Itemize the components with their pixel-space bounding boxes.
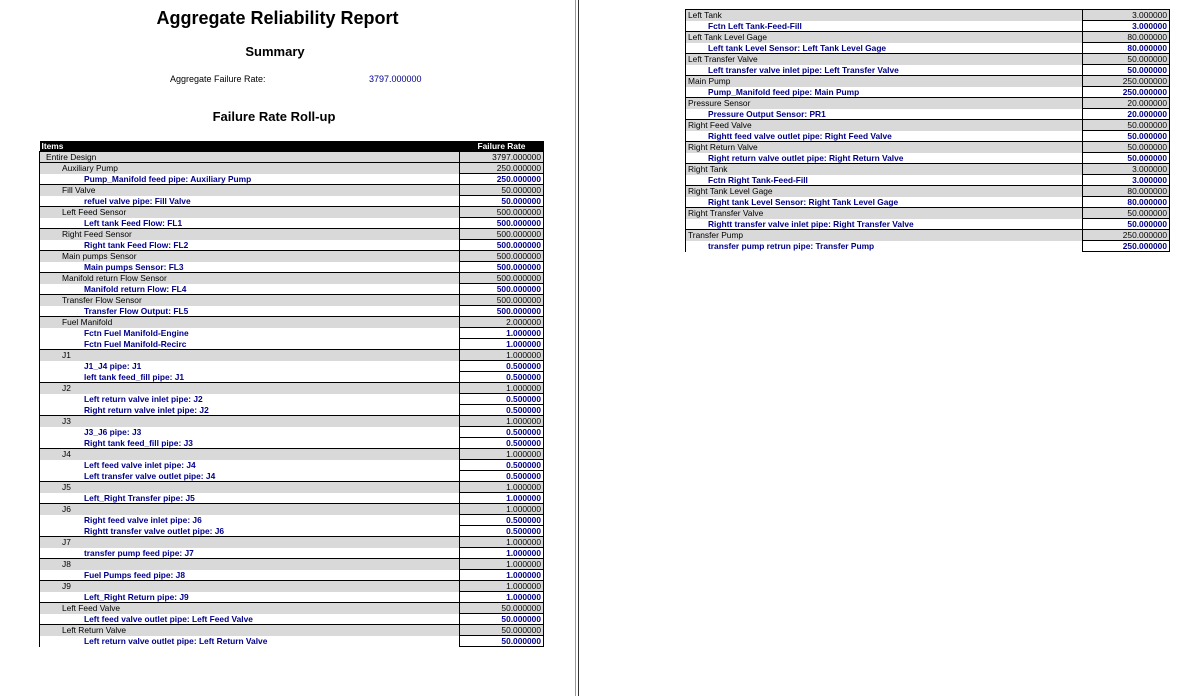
failure-rate-value: 0.500000 — [460, 372, 544, 383]
table-row — [40, 251, 544, 262]
item-name: Right feed valve inlet pipe: J6 — [40, 515, 460, 526]
item-name: Left transfer valve inlet pipe: Left Transfer Valve — [686, 65, 1083, 76]
failure-rate-table — [39, 141, 544, 647]
table-row — [40, 284, 544, 295]
table-row — [40, 581, 544, 592]
failure-rate-value: 80.000000 — [1083, 186, 1170, 197]
failure-rate-value: 80.000000 — [1083, 32, 1170, 43]
aggregate-failure-rate-label: Aggregate Failure Rate: — [170, 74, 266, 84]
table-row — [40, 405, 544, 416]
failure-rate-value: 250.000000 — [460, 174, 544, 185]
failure-rate-value: 3.000000 — [1083, 175, 1170, 186]
failure-rate-value: 50.000000 — [460, 625, 544, 636]
item-name: Transfer Flow Sensor — [40, 295, 460, 306]
table-row — [40, 394, 544, 405]
item-name: Fctn Left Tank-Feed-Fill — [686, 21, 1083, 32]
failure-rate-value: 50.000000 — [1083, 219, 1170, 230]
table-row — [40, 317, 544, 328]
failure-rate-value: 500.000000 — [460, 284, 544, 295]
failure-rate-value: 500.000000 — [460, 306, 544, 317]
table-row — [40, 163, 544, 174]
item-name: J3_J6 pipe: J3 — [40, 427, 460, 438]
item-name: Main pumps Sensor — [40, 251, 460, 262]
failure-rate-value: 50.000000 — [460, 636, 544, 647]
table-row — [686, 153, 1170, 164]
item-name: J6 — [40, 504, 460, 515]
failure-rate-table-continued — [685, 9, 1170, 252]
item-name: J5 — [40, 482, 460, 493]
failure-rate-value: 1.000000 — [460, 570, 544, 581]
table-row — [40, 383, 544, 394]
item-name: Fctn Right Tank-Feed-Fill — [686, 175, 1083, 186]
failure-rate-value: 0.500000 — [460, 526, 544, 537]
table-row — [686, 98, 1170, 109]
failure-rate-value: 3.000000 — [1083, 21, 1170, 32]
failure-rate-value: 80.000000 — [1083, 197, 1170, 208]
table-row — [40, 218, 544, 229]
failure-rate-value: 1.000000 — [460, 350, 544, 361]
item-name: Right Transfer Valve — [686, 208, 1083, 219]
item-name: Left tank Level Sensor: Left Tank Level Gage — [686, 43, 1083, 54]
item-name: Entire Design — [40, 152, 460, 163]
failure-rate-value: 500.000000 — [460, 273, 544, 284]
table-row — [40, 438, 544, 449]
failure-rate-value: 0.500000 — [460, 394, 544, 405]
failure-rate-table-continued-body — [686, 10, 1170, 252]
failure-rate-value: 1.000000 — [460, 449, 544, 460]
item-name: Right Return Valve — [686, 142, 1083, 153]
item-name: Left transfer valve outlet pipe: J4 — [40, 471, 460, 482]
failure-rate-value: 500.000000 — [460, 251, 544, 262]
failure-rate-value: 250.000000 — [1083, 241, 1170, 252]
table-row — [686, 208, 1170, 219]
item-name: Fuel Pumps feed pipe: J8 — [40, 570, 460, 581]
item-name: Manifold return Flow: FL4 — [40, 284, 460, 295]
item-name: Right Feed Sensor — [40, 229, 460, 240]
item-name: Fctn Fuel Manifold-Recirc — [40, 339, 460, 350]
table-row — [40, 493, 544, 504]
item-name: J7 — [40, 537, 460, 548]
table-row — [686, 175, 1170, 186]
table-row — [40, 185, 544, 196]
table-header-row — [40, 141, 544, 152]
table-row — [40, 350, 544, 361]
page-divider — [575, 0, 579, 696]
table-row — [686, 164, 1170, 175]
failure-rate-value: 50.000000 — [460, 196, 544, 207]
item-name: Left Return Valve — [40, 625, 460, 636]
table-row — [40, 427, 544, 438]
table-row — [40, 328, 544, 339]
item-name: transfer pump feed pipe: J7 — [40, 548, 460, 559]
table-row — [40, 372, 544, 383]
table-row — [40, 559, 544, 570]
table-row — [40, 636, 544, 647]
rollup-heading: Failure Rate Roll-up — [212, 109, 336, 124]
table-row — [686, 197, 1170, 208]
failure-rate-value: 0.500000 — [460, 427, 544, 438]
table-row — [40, 339, 544, 350]
item-name: Left Transfer Valve — [686, 54, 1083, 65]
item-name: left tank feed_fill pipe: J1 — [40, 372, 460, 383]
item-name: Right tank Feed Flow: FL2 — [40, 240, 460, 251]
failure-rate-value: 1.000000 — [460, 482, 544, 493]
failure-rate-value: 0.500000 — [460, 405, 544, 416]
failure-rate-value: 250.000000 — [460, 163, 544, 174]
failure-rate-value: 0.500000 — [460, 471, 544, 482]
failure-rate-table-body — [40, 152, 544, 647]
failure-rate-value: 250.000000 — [1083, 76, 1170, 87]
failure-rate-value: 50.000000 — [460, 185, 544, 196]
table-row — [686, 65, 1170, 76]
table-row — [686, 21, 1170, 32]
failure-rate-value: 0.500000 — [460, 361, 544, 372]
table-row — [40, 548, 544, 559]
failure-rate-value: 50.000000 — [1083, 153, 1170, 164]
table-row — [40, 449, 544, 460]
failure-rate-value: 3797.000000 — [460, 152, 544, 163]
failure-rate-value: 1.000000 — [460, 416, 544, 427]
item-name: Main pumps Sensor: FL3 — [40, 262, 460, 273]
failure-rate-value: 0.500000 — [460, 460, 544, 471]
report-title: Aggregate Reliability Report — [156, 8, 399, 28]
item-name: Left Tank — [686, 10, 1083, 21]
failure-rate-value: 250.000000 — [1083, 230, 1170, 241]
item-name: refuel valve pipe: Fill Valve — [40, 196, 460, 207]
failure-rate-value: 50.000000 — [1083, 208, 1170, 219]
failure-rate-value: 500.000000 — [460, 218, 544, 229]
item-name: J4 — [40, 449, 460, 460]
failure-rate-value: 50.000000 — [1083, 54, 1170, 65]
item-name: Right tank Level Sensor: Right Tank Level Gage — [686, 197, 1083, 208]
item-name: J8 — [40, 559, 460, 570]
table-row — [40, 537, 544, 548]
item-name: Left return valve outlet pipe: Left Return Valve — [40, 636, 460, 647]
item-name: Fctn Fuel Manifold-Engine — [40, 328, 460, 339]
table-row — [40, 471, 544, 482]
failure-rate-value: 50.000000 — [460, 603, 544, 614]
failure-rate-value: 50.000000 — [460, 614, 544, 625]
failure-rate-value: 50.000000 — [1083, 65, 1170, 76]
table-row — [686, 76, 1170, 87]
table-row — [40, 306, 544, 317]
item-name: J9 — [40, 581, 460, 592]
item-name: Rightt feed valve outlet pipe: Right Feed Valve — [686, 131, 1083, 142]
item-name: Left tank Feed Flow: FL1 — [40, 218, 460, 229]
failure-rate-value: 1.000000 — [460, 559, 544, 570]
table-row — [40, 273, 544, 284]
failure-rate-value: 0.500000 — [460, 515, 544, 526]
failure-rate-value: 20.000000 — [1083, 109, 1170, 120]
item-name: Transfer Pump — [686, 230, 1083, 241]
table-row — [40, 515, 544, 526]
failure-rate-value: 500.000000 — [460, 229, 544, 240]
failure-rate-value: 1.000000 — [460, 328, 544, 339]
failure-rate-value: 500.000000 — [460, 295, 544, 306]
table-row — [40, 295, 544, 306]
item-name: Left return valve inlet pipe: J2 — [40, 394, 460, 405]
item-name: Manifold return Flow Sensor — [40, 273, 460, 284]
failure-rate-value: 2.000000 — [460, 317, 544, 328]
table-row — [686, 43, 1170, 54]
table-row — [40, 240, 544, 251]
item-name: Fuel Manifold — [40, 317, 460, 328]
table-row — [40, 207, 544, 218]
item-name: Right return valve inlet pipe: J2 — [40, 405, 460, 416]
table-row — [686, 241, 1170, 252]
table-row — [686, 87, 1170, 98]
item-name: transfer pump retrun pipe: Transfer Pump — [686, 241, 1083, 252]
item-name: Left_Right Transfer pipe: J5 — [40, 493, 460, 504]
failure-rate-value: 250.000000 — [1083, 87, 1170, 98]
item-name: Left feed valve inlet pipe: J4 — [40, 460, 460, 471]
item-name: Pump_Manifold feed pipe: Main Pump — [686, 87, 1083, 98]
failure-rate-value: 1.000000 — [460, 592, 544, 603]
failure-rate-value: 1.000000 — [460, 339, 544, 350]
item-name: Left feed valve outlet pipe: Left Feed Valve — [40, 614, 460, 625]
failure-rate-value: 3.000000 — [1083, 164, 1170, 175]
item-name: J2 — [40, 383, 460, 394]
items-column-header: Items — [40, 141, 460, 152]
item-name: Fill Valve — [40, 185, 460, 196]
table-row — [40, 416, 544, 427]
table-row — [40, 482, 544, 493]
failure-rate-value: 500.000000 — [460, 240, 544, 251]
table-row — [40, 625, 544, 636]
table-row — [40, 614, 544, 625]
item-name: Transfer Flow Output: FL5 — [40, 306, 460, 317]
table-row — [686, 186, 1170, 197]
failure-rate-value: 20.000000 — [1083, 98, 1170, 109]
item-name: Right Tank Level Gage — [686, 186, 1083, 197]
table-row — [686, 131, 1170, 142]
table-row — [40, 196, 544, 207]
item-name: Left Tank Level Gage — [686, 32, 1083, 43]
item-name: Left Feed Sensor — [40, 207, 460, 218]
item-name: Pressure Output Sensor: PR1 — [686, 109, 1083, 120]
failure-rate-value: 500.000000 — [460, 207, 544, 218]
failure-rate-value: 1.000000 — [460, 581, 544, 592]
failure-rate-value: 50.000000 — [1083, 131, 1170, 142]
item-name: Rightt transfer valve outlet pipe: J6 — [40, 526, 460, 537]
item-name: J1 — [40, 350, 460, 361]
failure-rate-value: 500.000000 — [460, 262, 544, 273]
table-row — [686, 54, 1170, 65]
failure-rate-value: 1.000000 — [460, 383, 544, 394]
table-row — [40, 460, 544, 471]
item-name: Right Feed Valve — [686, 120, 1083, 131]
table-row — [40, 361, 544, 372]
table-row — [686, 142, 1170, 153]
failure-rate-value: 3.000000 — [1083, 10, 1170, 21]
item-name: Pressure Sensor — [686, 98, 1083, 109]
failure-rate-value: 1.000000 — [460, 537, 544, 548]
table-row — [686, 120, 1170, 131]
table-row — [40, 262, 544, 273]
table-row — [686, 10, 1170, 21]
table-row — [40, 152, 544, 163]
item-name: Main Pump — [686, 76, 1083, 87]
table-row — [40, 526, 544, 537]
item-name: Pump_Manifold feed pipe: Auxiliary Pump — [40, 174, 460, 185]
table-row — [40, 603, 544, 614]
table-row — [686, 230, 1170, 241]
item-name: J3 — [40, 416, 460, 427]
table-row — [40, 570, 544, 581]
failure-rate-value: 0.500000 — [460, 438, 544, 449]
table-row — [40, 174, 544, 185]
item-name: Right tank feed_fill pipe: J3 — [40, 438, 460, 449]
summary-heading: Summary — [245, 44, 305, 59]
table-row — [686, 109, 1170, 120]
item-name: Right Tank — [686, 164, 1083, 175]
table-row — [40, 229, 544, 240]
table-row — [40, 592, 544, 603]
failure-rate-value: 50.000000 — [1083, 142, 1170, 153]
aggregate-failure-rate-value: 3797.000000 — [369, 74, 422, 84]
item-name: Left Feed Valve — [40, 603, 460, 614]
failure-rate-value: 80.000000 — [1083, 43, 1170, 54]
failure-rate-value: 1.000000 — [460, 504, 544, 515]
failure-rate-value: 1.000000 — [460, 548, 544, 559]
failure-rate-value: 50.000000 — [1083, 120, 1170, 131]
item-name: Right return valve outlet pipe: Right Return Valve — [686, 153, 1083, 164]
table-row — [686, 32, 1170, 43]
table-row — [686, 219, 1170, 230]
item-name: Rightt transfer valve inlet pipe: Right Transfer Valve — [686, 219, 1083, 230]
item-name: Left_Right Return pipe: J9 — [40, 592, 460, 603]
item-name: Auxiliary Pump — [40, 163, 460, 174]
failure-rate-value: 1.000000 — [460, 493, 544, 504]
failure-rate-column-header: Failure Rate — [460, 141, 544, 152]
table-row — [40, 504, 544, 515]
item-name: J1_J4 pipe: J1 — [40, 361, 460, 372]
